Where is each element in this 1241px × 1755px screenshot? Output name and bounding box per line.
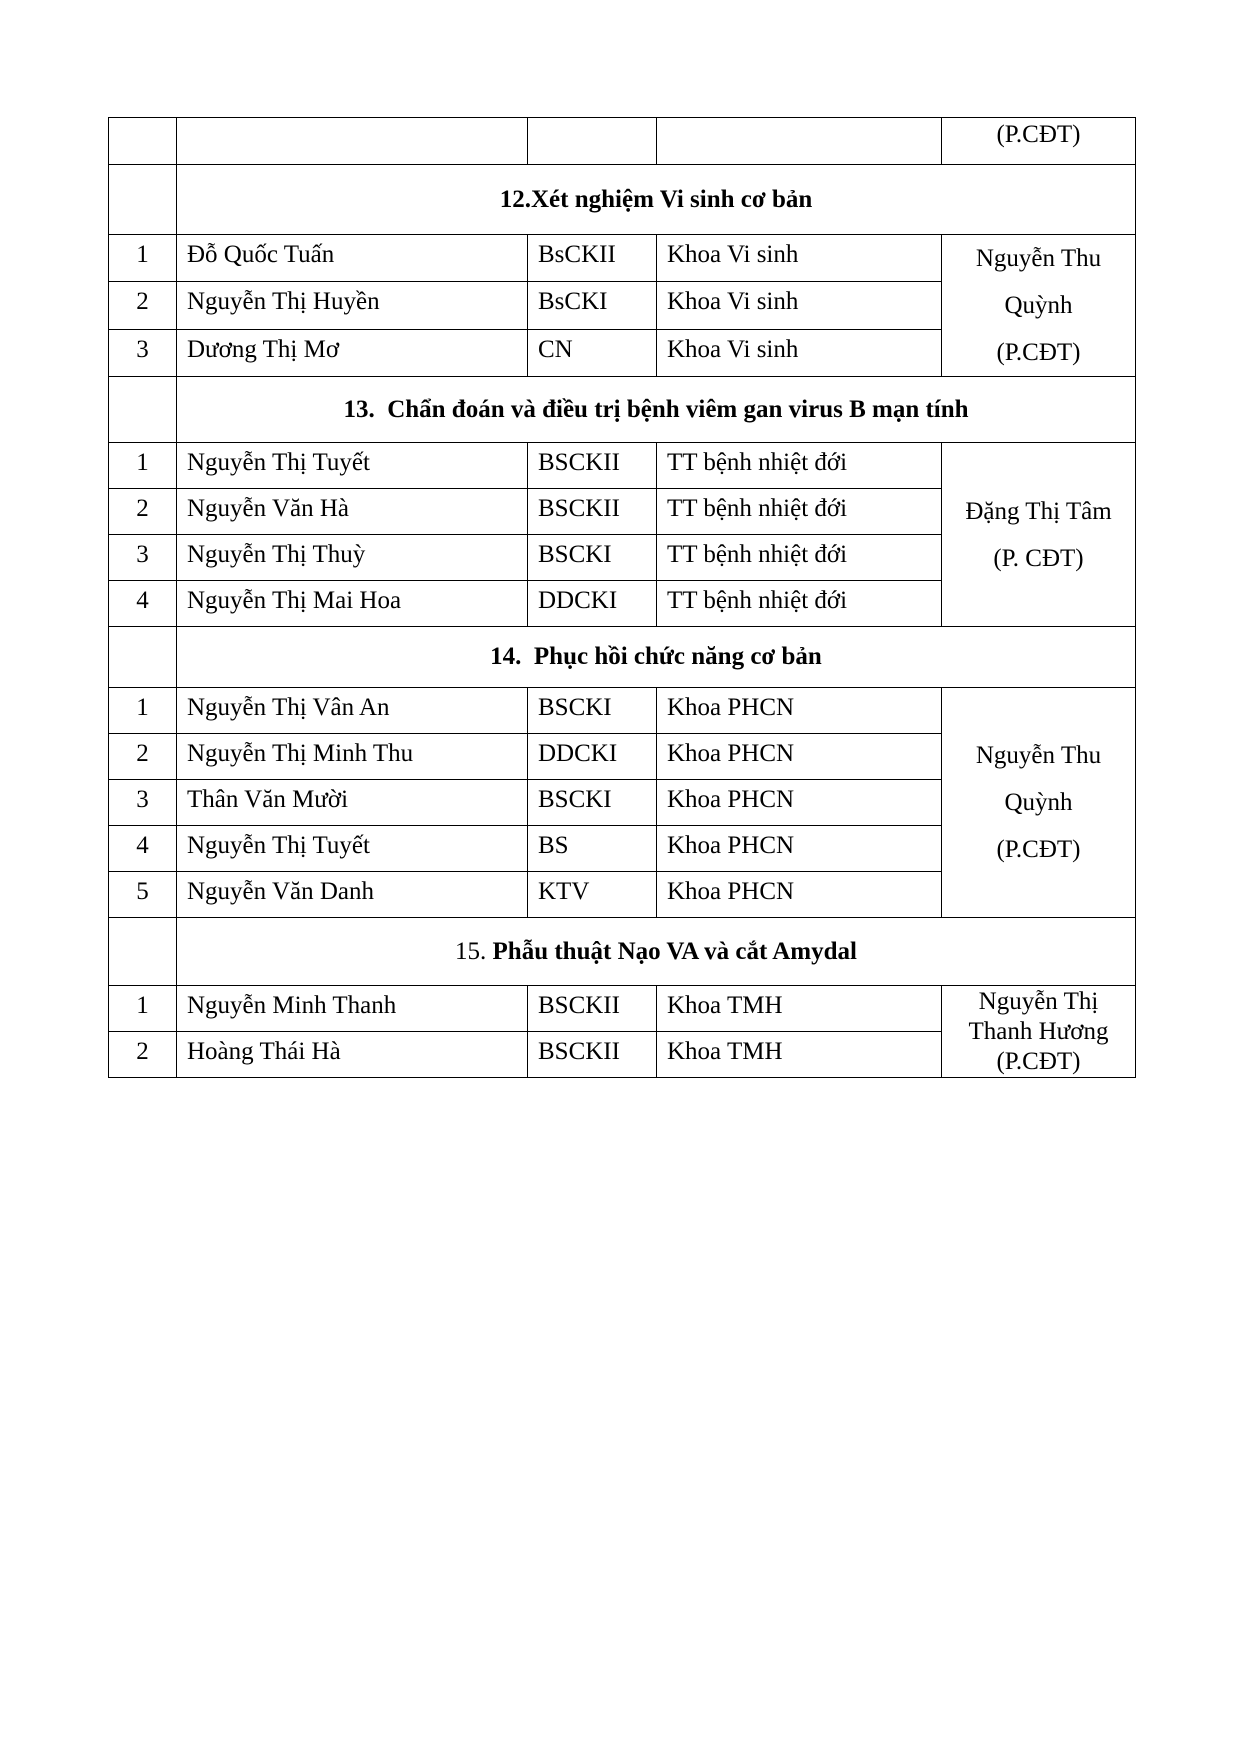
staff-table [108,117,1136,1078]
table-row: 5 Nguyễn Văn Danh KTV Khoa PHCN [109,872,1136,918]
section-header-row [109,165,1136,235]
table-row: 2 Nguyễn Văn Hà BSCKII TT bệnh nhiệt đới [109,489,1136,535]
coordinator-cell: Đặng Thị Tâm (P. CĐT) [942,443,1136,627]
table-row: 1 Nguyễn Thị Tuyết BSCKII TT bệnh nhiệt đới Đặng Thị Tâm (P. CĐT) [109,443,1136,489]
coordinator-cell: (P.CĐT) [942,118,1136,165]
section-title: 15. Phẫu thuật Nạo VA và cắt Amydal [177,918,1136,986]
table-row: 4 Nguyễn Thị Tuyết BS Khoa PHCN [109,826,1136,872]
table-row: 2 Nguyễn Thị Huyền BsCKI Khoa Vi sinh [109,282,1136,329]
table-row: 3 Nguyễn Thị Thuỳ BSCKI TT bệnh nhiệt đới [109,535,1136,581]
table-row: 4 Nguyễn Thị Mai Hoa DDCKI TT bệnh nhiệt đới [109,581,1136,627]
table-row: 3 Dương Thị Mơ CN Khoa Vi sinh [109,329,1136,376]
section-title: 12.Xét nghiệm Vi sinh cơ bản [177,165,1136,235]
section-header-row [109,377,1136,443]
section-header-row [109,918,1136,986]
table-row: 1 Nguyễn Minh Thanh BSCKII Khoa TMH Nguyễn Thị Thanh Hương (P.CĐT) [109,986,1136,1032]
coordinator-cell: Nguyễn Thị Thanh Hương (P.CĐT) [942,986,1136,1078]
section-title: 13. Chẩn đoán và điều trị bệnh viêm gan virus B mạn tính [177,377,1136,443]
table-row: 2 Nguyễn Thị Minh Thu DDCKI Khoa PHCN [109,734,1136,780]
section-title: 14. Phục hồi chức năng cơ bản [177,627,1136,688]
table-row [109,118,1136,165]
table-row: 1 Đỗ Quốc Tuấn BsCKII Khoa Vi sinh Nguyễn Thu Quỳnh (P.CĐT) [109,235,1136,282]
table-row: 1 Nguyễn Thị Vân An BSCKI Khoa PHCN Nguyễn Thu Quỳnh (P.CĐT) [109,688,1136,734]
coordinator-cell: Nguyễn Thu Quỳnh (P.CĐT) [942,235,1136,377]
section-header-row [109,627,1136,688]
table-row: 3 Thân Văn Mười BSCKI Khoa PHCN [109,780,1136,826]
coordinator-cell: Nguyễn Thu Quỳnh (P.CĐT) [942,688,1136,918]
table-row: 2 Hoàng Thái Hà BSCKII Khoa TMH [109,1032,1136,1078]
